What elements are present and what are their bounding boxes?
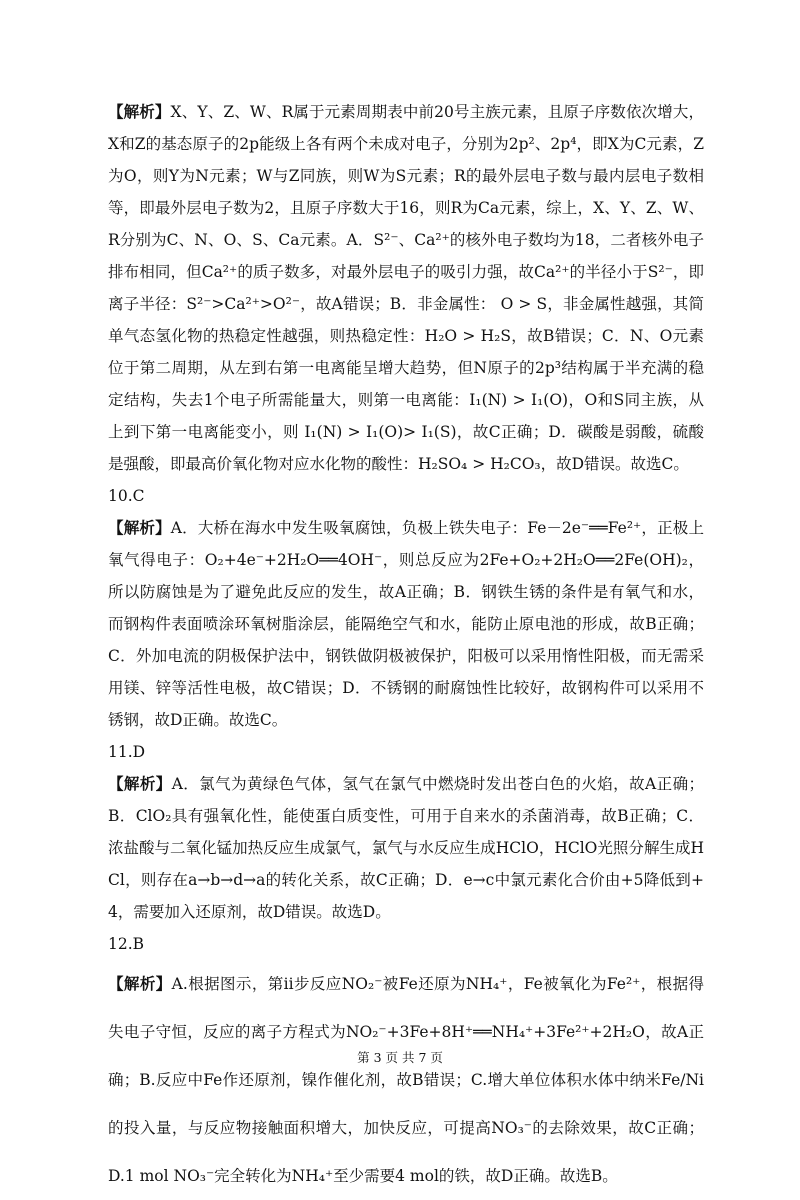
explanation-q12 (108, 960, 704, 1200)
explanation-text: A．氯气为黄绿色气体，氢气在氯气中燃烧时发出苍白色的火焰，故A正确；B．ClO₂具有强氧化性，能使蛋白质变性，可用于自来水的杀菌消毒，故B正确；C．浓盐酸与二氧化锰加热反应生成氯气，氯气与水反应生成HClO，HClO光照分解生成HCl，则存在a→b→d→a的转化关系，故C正确；D．e→c中氯元素化合价由+5降低到+4，需要加入还原剂，故D错误。故选D。 (108, 775, 704, 921)
explanation-q11 (108, 768, 704, 928)
explanation-text: A.根据图示，第ii步反应NO₂⁻被Fe还原为NH₄⁺，Fe被氧化为Fe²⁺，根据得失电子守恒，反应的离子方程式为NO₂⁻+3Fe+8H⁺══NH₄⁺+3Fe²⁺+2H₂O，故A正确；B.反应中Fe作还原剂，镍作催化剂，故B错误；C.增大单位体积水体中纳米Fe/Ni的投入量，与反应物接触面积增大，加快反应，可提高NO₃⁻的去除效果，故C正确；D.1 mol NO₃⁻完全转化为NH₄⁺至少需要4 mol的铁，故D正确。故选B。 (108, 975, 704, 1185)
explanation-text: X、Y、Z、W、R属于元素周期表中前20号主族元素，且原子序数依次增大，X和Z的基态原子的2p能级上各有两个未成对电子，分别为2p²、2p⁴，即X为C元素，Z为O，则Y为N元素；W与Z同族，则W为S元素；R的最外层电子数与最内层电子数相等，即最外层电子数为2，且原子序数大于16，则R为Ca元素，综上，X、Y、Z、W、R分别为C、N、O、S、Ca元素。A．S²⁻、Ca²⁺的核外电子数均为18，二者核外电子排布相同，但Ca²⁺的质子数多，对最外层电子的吸引力强，故Ca²⁺的半径小于S²⁻，即离子半径：S²⁻>Ca²⁺>O²⁻，故A错误；B．非金属性： O > S，非金属性越强，其简单气态氢化物的热稳定性越强，则热稳定性：H₂O > H₂S，故B错误；C．N、O元素位于第二周期，从左到右第一电离能呈增大趋势，但N原子的2p³结构属于半充满的稳定结构，失去1个电子所需能量大，则第一电离能：I₁(N) > I₁(O)，O和S同主族，从上到下第一电离能变小，则 I₁(N) > I₁(O)> I₁(S)，故C正确；D．碳酸是弱酸，硫酸是强酸，即最高价氧化物对应水化物的酸性：H₂SO₄ > H₂CO₃，故D错误。故选C。 (108, 103, 704, 473)
answer-q10: 10.C (108, 487, 145, 505)
explanation-q10 (108, 512, 704, 736)
explanation-q9 (108, 96, 704, 480)
explanation-tag: 【解析】 (108, 774, 172, 793)
page-footer: 第 3 页 共 7 页 (357, 1050, 443, 1065)
explanation-tag: 【解析】 (108, 518, 171, 537)
explanation-tag: 【解析】 (108, 102, 171, 121)
answer-q12: 12.B (108, 935, 145, 953)
explanation-tag: 【解析】 (108, 974, 172, 993)
document-body (108, 96, 704, 1200)
explanation-text: A．大桥在海水中发生吸氧腐蚀，负极上铁失电子：Fe－2e⁻══Fe²⁺，正极上氧气得电子：O₂+4e⁻+2H₂O══4OH⁻，则总反应为2Fe+O₂+2H₂O══2Fe(OH)₂，所以防腐蚀是为了避免此反应的发生，故A正确；B．钢铁生锈的条件是有氧气和水，而钢构件表面喷涂环氧树脂涂层，能隔绝空气和水，能防止原电池的形成，故B正确；C．外加电流的阴极保护法中，钢铁做阴极被保护，阳极可以采用惰性阳极，而无需采用镁、锌等活性电极，故C错误；D．不锈钢的耐腐蚀性比较好，故钢构件可以采用不锈钢，故D正确。故选C。 (108, 519, 704, 729)
answer-q11: 11.D (108, 743, 146, 761)
